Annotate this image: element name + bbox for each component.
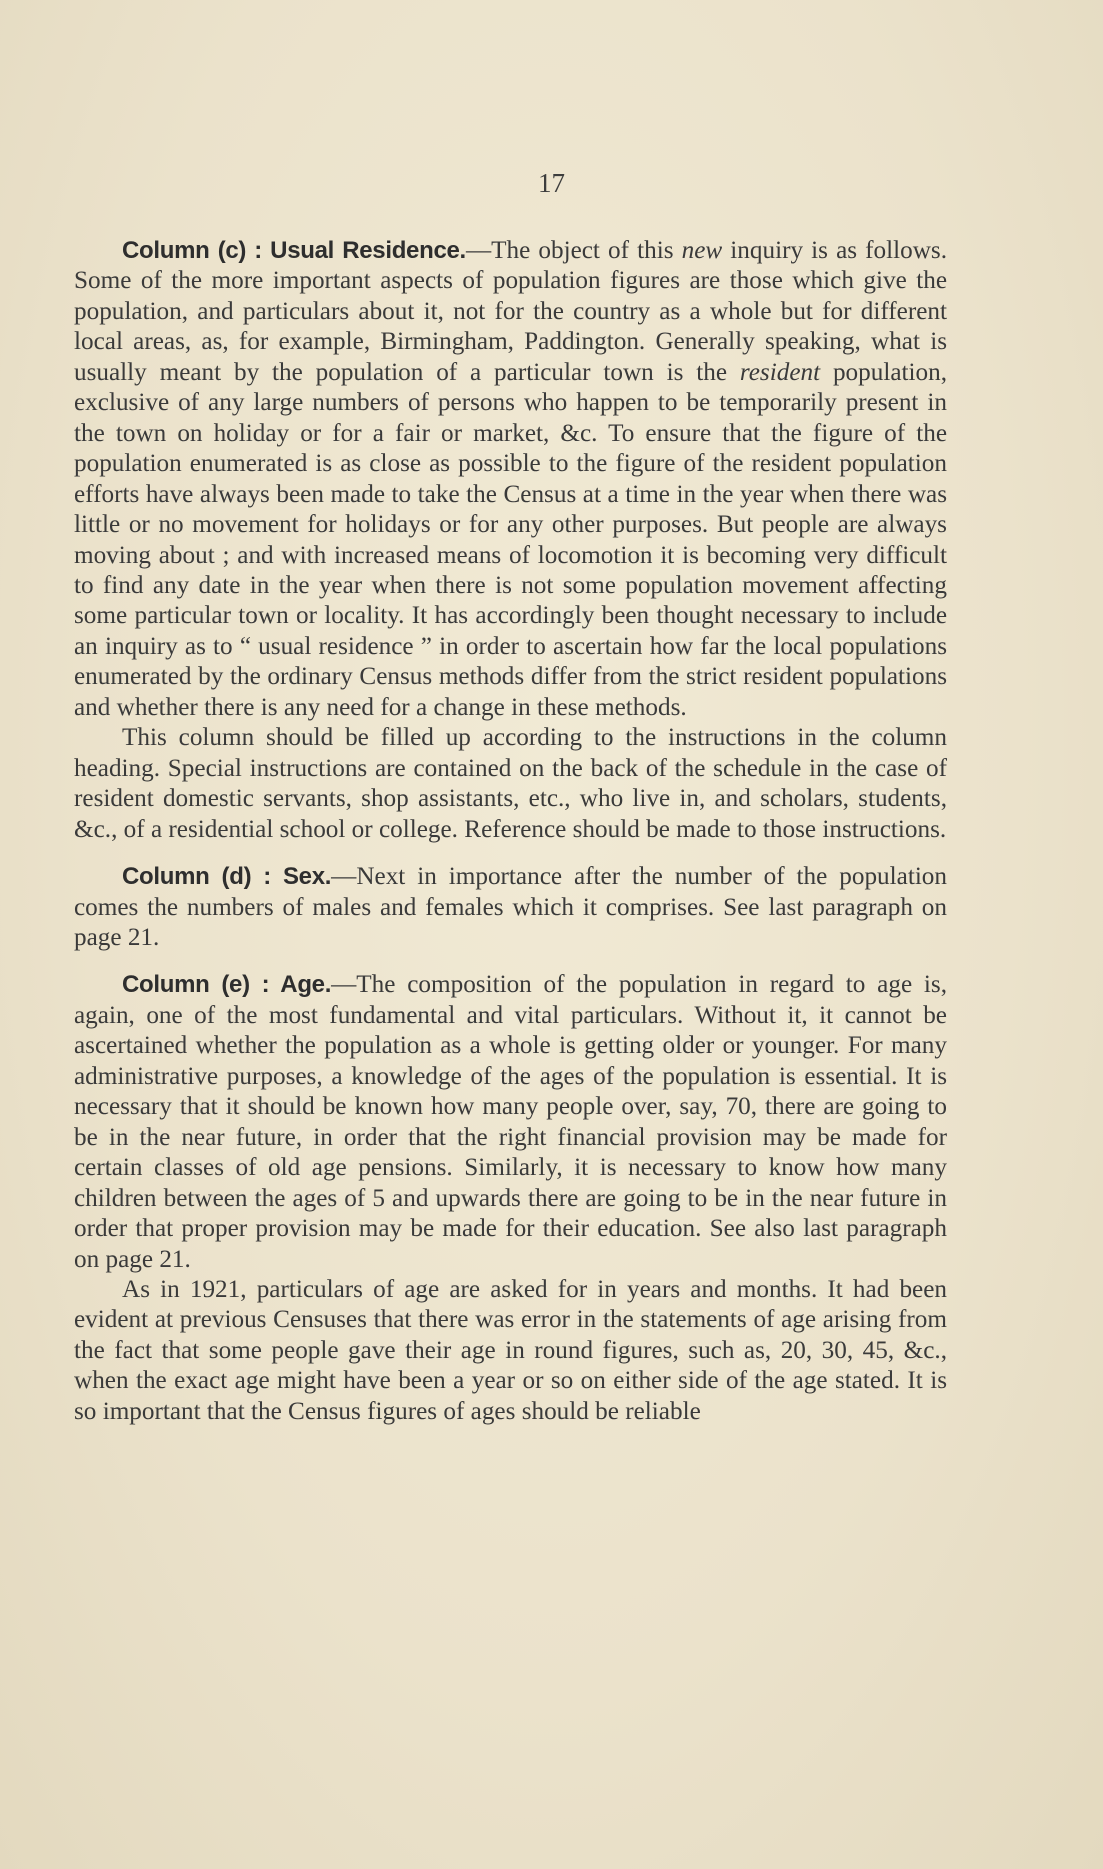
body-text xyxy=(74,236,947,1427)
text-run-italic: new xyxy=(681,237,723,264)
page-number: 17 xyxy=(538,168,565,198)
section-age xyxy=(74,970,947,1427)
text-run: inquiry is as follows. Some of the more important aspects of population figures are those which give the population, and particulars about it, not for the country as a whole but for different local areas, as, for example, Birmingham, Paddington. Generally speaking, what is usually meant by the population of a particular town is the xyxy=(74,237,948,386)
text-run-italic: resident xyxy=(739,358,821,386)
section-sex xyxy=(74,862,947,953)
paragraph xyxy=(74,236,947,723)
text-run: —The object of this xyxy=(465,237,682,264)
section-heading: Column (e) : Age. xyxy=(122,971,332,999)
paragraph xyxy=(74,970,947,1275)
section-heading: Column (d) : Sex. xyxy=(122,863,332,891)
paragraph xyxy=(74,862,947,953)
paragraph xyxy=(74,1275,947,1427)
section-usual-residence xyxy=(74,236,947,845)
section-heading: Column (c) : Usual Residence. xyxy=(122,237,466,264)
paragraph xyxy=(74,723,947,845)
text-run: This column should be filled up according to the instructions in the column heading. Special instructions are contained on the back of the schedule in the case of resident domestic servants, shop assistants, etc., who live in, and scholars, students, &c., of a residential school or college. Reference should be made to those instructions. xyxy=(74,724,947,843)
text-run: —Next in importance after the number of the population comes the numbers of males and females which it comprises. See last paragraph on page 21. xyxy=(74,863,947,951)
text-run: —The composition of the population in regard to age is, again, one of the most fundamental and vital particulars. Without it, it cannot be ascertained whether the population as a whole is getting older or younger. For many administrative purposes, a knowledge of the ages of the population is essential. It is necessary that it should be known how many people over, say, 70, there are going to be in the near future, in order that the right financial provision may be made for certain classes of old age pensions. Similarly, it is necessary to know how many children between the ages of 5 and upwards there are going to be in the near future in order that proper provision may be made for their education. See also last paragraph on page 21. xyxy=(74,971,947,1273)
text-run: As in 1921, particulars of age are asked for in years and months. It had been evident at previous Censuses that there was error in the statements of age arising from the fact that some people gave their age in round figures, such as, 20, 30, 45, &c., when the exact age might have been a year or so on either side of the age stated. It is so important that the Census figures of ages should be reliable xyxy=(74,1275,947,1425)
text-run: population, exclusive of any large numbers of persons who happen to be temporarily present in the town on holiday or for a fair or market, &c. To ensure that the figure of the population enumerated is as close as possible to the figure of the resident population efforts have always been made to take the Census at a time in the year when there was little or no movement for holidays or for any other purposes. But people are always moving about ; and with increased means of locomotion it is becoming very difficult to find any date in the year when there is not some population movement affecting some particular town or locality. It has accordingly been thought necessary to include an inquiry as to “ usual residence ” in order to ascertain how far the local populations enumerated by the ordinary Census methods differ from the strict resident populations and whether there is any need for a change in these methods. xyxy=(74,358,947,721)
